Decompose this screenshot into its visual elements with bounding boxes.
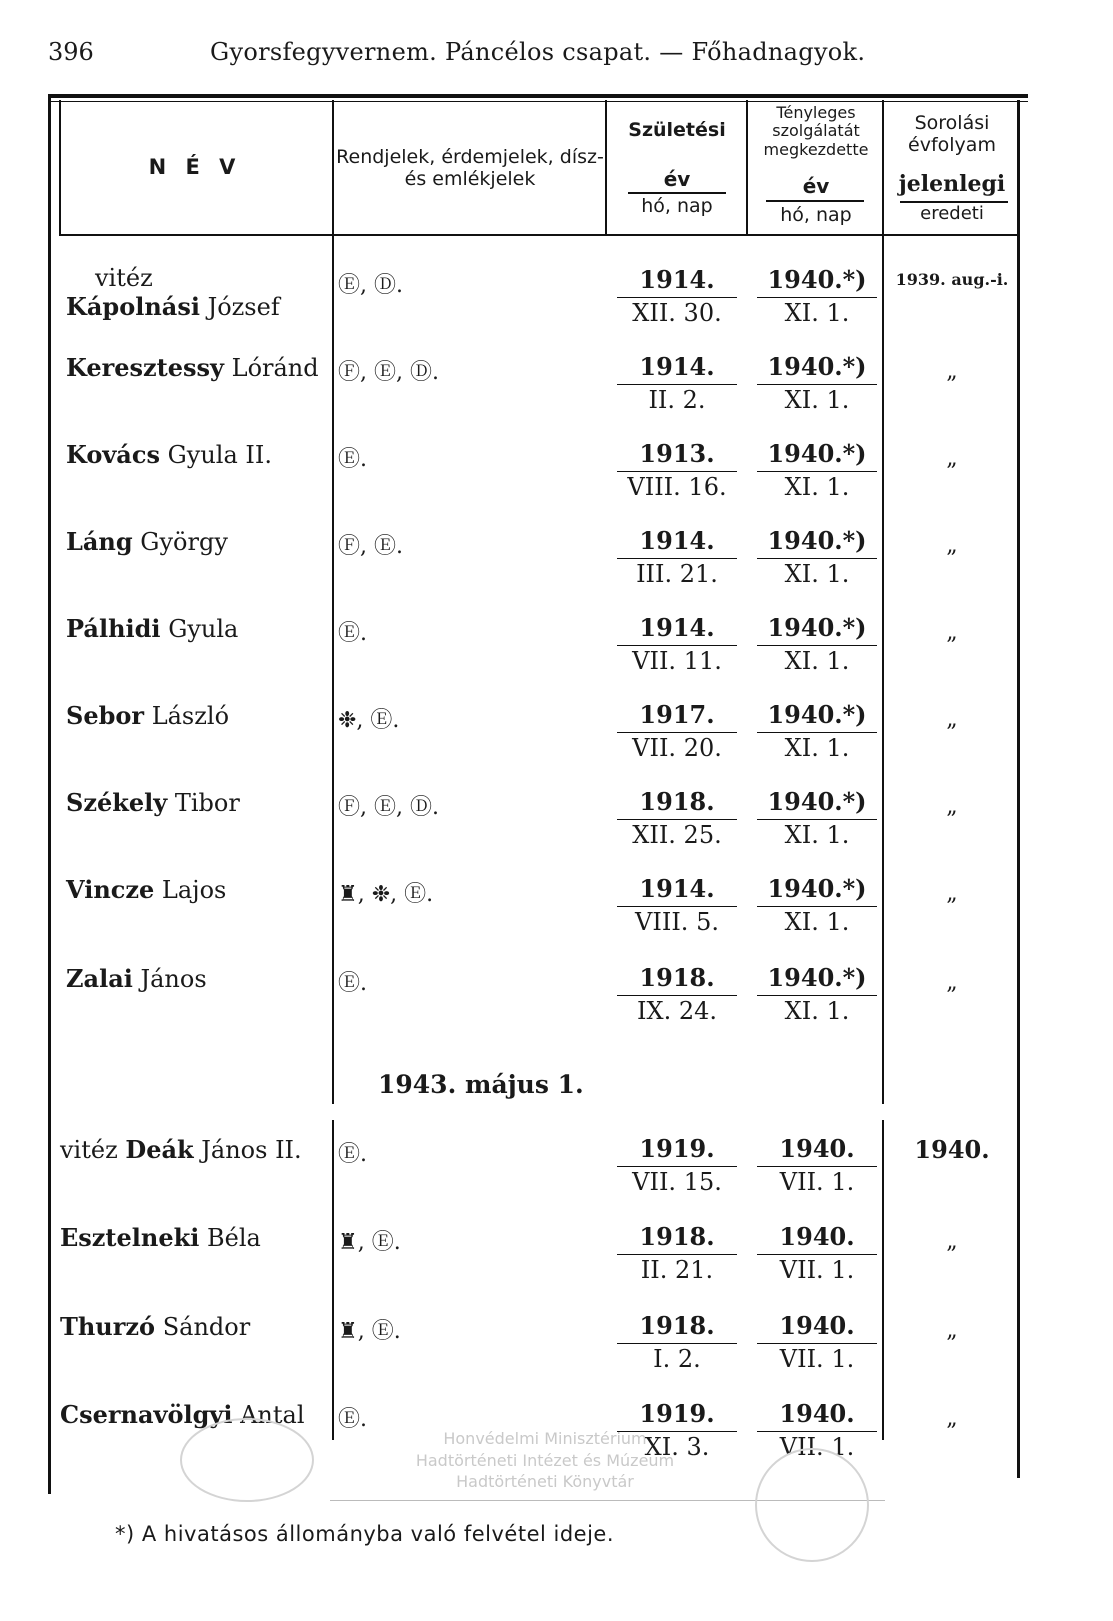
birth-cell: 1914. VIII. 5.: [617, 875, 737, 937]
sorolasi-cell: 1940.: [914, 1135, 990, 1164]
table-row: [0, 1221, 1113, 1311]
library-seal-left: [180, 1418, 314, 1502]
officer-name: Sebor László: [66, 701, 230, 730]
birth-cell: 1919. VII. 15.: [617, 1135, 737, 1197]
header-birth-year: év: [663, 167, 691, 191]
service-cell: $\frac{1940.*)}{XI. 1.}$: [757, 440, 877, 502]
service-cell: $\frac{1940.*)}{XI. 1.}$: [757, 266, 877, 328]
service-cell: 1940. VII. 1.: [757, 1400, 877, 1462]
col-divider-medals: [605, 100, 607, 236]
section-heading: 1943. május 1.: [378, 1070, 584, 1099]
birth-cell: 1914. XII. 30.: [617, 266, 737, 328]
birth-cell: 1913. VIII. 16.: [617, 440, 737, 502]
birth-cell: $\frac{1918.}{I. 2.}$: [617, 1312, 737, 1374]
table-row: [0, 264, 1113, 354]
header-service: Tényleges szolgálatát megkezdette: [763, 103, 869, 159]
birth-cell: $\frac{1918.}{II. 21.}$: [617, 1223, 737, 1285]
library-stamp: Honvédelmi Minisztérium Hadtörténeti Intézet és Múzeum Hadtörténeti Könyvtár: [415, 1429, 675, 1492]
service-cell: $\frac{1940.*)}{XI. 1.}$: [757, 353, 877, 415]
service-cell: 1940. VII. 1.: [757, 1312, 877, 1374]
sorolasi-cell: „: [946, 970, 958, 995]
header-service-fraction-rule: [766, 200, 864, 202]
medals-cell: Ⓔ.: [338, 971, 367, 996]
medals-cell: Ⓔ, Ⓓ.: [338, 273, 403, 298]
medals-cell: Ⓔ.: [338, 447, 367, 472]
name-prefix: vitéz: [95, 264, 153, 292]
table-row: [0, 699, 1113, 789]
header-birth-fraction-rule: [628, 192, 726, 194]
header-sorolasi-original: eredeti: [920, 203, 984, 224]
sorolasi-cell: „: [946, 620, 958, 645]
officer-name: Székely Tibor: [66, 788, 240, 817]
sorolasi-cell: „: [946, 707, 958, 732]
medals-cell: ❉, Ⓔ.: [338, 708, 400, 733]
officer-name: Pálhidi Gyula: [66, 614, 239, 643]
service-cell: $\frac{1940.*)}{XI. 1.}$: [757, 614, 877, 676]
birth-cell: 1914. VII. 11.: [617, 614, 737, 676]
officer-name: Zalai János: [66, 964, 207, 993]
officer-name: Vincze Lajos: [66, 875, 227, 904]
birth-cell: $\frac{1919.}{XI. 3.}$: [617, 1400, 737, 1462]
birth-cell: $\frac{1918.}{IX. 24.}$: [617, 964, 737, 1026]
header-service-date: hó, nap: [780, 204, 852, 226]
table-row: [0, 612, 1113, 702]
page-number: 396: [48, 38, 94, 66]
birth-cell: 1918. XII. 25.: [617, 788, 737, 850]
header-sorolasi-current: jelenlegi: [898, 171, 1006, 197]
header-birth-date: hó, nap: [641, 195, 713, 217]
header-sorolasi: Sorolási évfolyam: [908, 112, 996, 156]
birth-cell: 1917. VII. 20.: [617, 701, 737, 763]
table-top-rule: [50, 94, 1028, 98]
medals-cell: Ⓔ.: [338, 621, 367, 646]
table-row: [0, 351, 1113, 441]
medals-cell: ♜, Ⓔ.: [338, 1319, 401, 1344]
table-row: [0, 786, 1113, 876]
officer-name: Csernavölgyi Antal: [60, 1400, 305, 1429]
service-cell: $\frac{1940.*)}{XI. 1.}$: [757, 788, 877, 850]
sorolasi-cell: „: [946, 1406, 958, 1431]
table-row: [0, 873, 1113, 963]
officer-name: Kovács Gyula II.: [66, 440, 272, 469]
sorolasi-cell: „: [946, 881, 958, 906]
officer-name: Keresztessy Lóránd: [66, 353, 319, 382]
medals-cell: Ⓔ.: [338, 1142, 367, 1167]
header-bottom-rule: [60, 234, 1018, 236]
birth-cell: 1914. III. 21.: [617, 527, 737, 589]
sorolasi-cell: „: [946, 533, 958, 558]
col-divider-birth: [746, 100, 748, 236]
sorolasi-cell: 1939. aug.-i.: [895, 270, 1009, 289]
sorolasi-cell: „: [946, 446, 958, 471]
service-cell: $\frac{1940.*)}{XI. 1.}$: [757, 875, 877, 937]
officer-name: Láng György: [66, 527, 228, 556]
service-cell: $\frac{1940.*)}{XI. 1.}$: [757, 701, 877, 763]
header-name: N É V: [148, 155, 242, 179]
medals-cell: ♜, Ⓔ.: [338, 1230, 401, 1255]
service-cell: 1940. VII. 1.: [757, 1223, 877, 1285]
service-cell: $\frac{1940.*)}{XI. 1.}$: [757, 964, 877, 1026]
table-row: [0, 438, 1113, 528]
table-row: [0, 962, 1113, 1052]
sorolasi-cell: „: [946, 1318, 958, 1343]
service-cell: $\frac{1940.*)}{XI. 1.}$: [757, 527, 877, 589]
sorolasi-cell: „: [946, 359, 958, 384]
sorolasi-cell: „: [946, 794, 958, 819]
officer-name: vitéz Deák János II.: [60, 1135, 302, 1164]
table-row: [0, 1310, 1113, 1400]
footnote: *) A hivatásos állományba való felvétel ideje.: [115, 1522, 615, 1546]
medals-cell: Ⓕ, Ⓔ.: [338, 534, 403, 559]
page-title: Gyorsfegyvernem. Páncélos csapat. — Főhadnagyok.: [210, 38, 866, 66]
officer-name: Thurzó Sándor: [60, 1312, 251, 1341]
table-row: [0, 1133, 1113, 1223]
officer-name: Kápolnási József: [66, 292, 280, 321]
medals-cell: Ⓕ, Ⓔ, Ⓓ.: [338, 360, 439, 385]
medals-cell: Ⓕ, Ⓔ, Ⓓ.: [338, 795, 439, 820]
birth-cell: $\frac{1914.}{II. 2.}$: [617, 353, 737, 415]
header-birth: Születési: [628, 119, 726, 141]
header-medals: Rendjelek, érdemjelek, dísz- és emlékjelek: [336, 146, 604, 190]
medals-cell: ♜, ❉, Ⓔ.: [338, 882, 434, 907]
sorolasi-cell: „: [946, 1229, 958, 1254]
service-cell: 1940. VII. 1.: [757, 1135, 877, 1197]
medals-cell: Ⓔ.: [338, 1407, 367, 1432]
officer-name: Esztelneki Béla: [60, 1223, 261, 1252]
header-service-year: év: [802, 174, 830, 198]
table-row: [0, 525, 1113, 615]
library-seal-right: [755, 1448, 869, 1562]
